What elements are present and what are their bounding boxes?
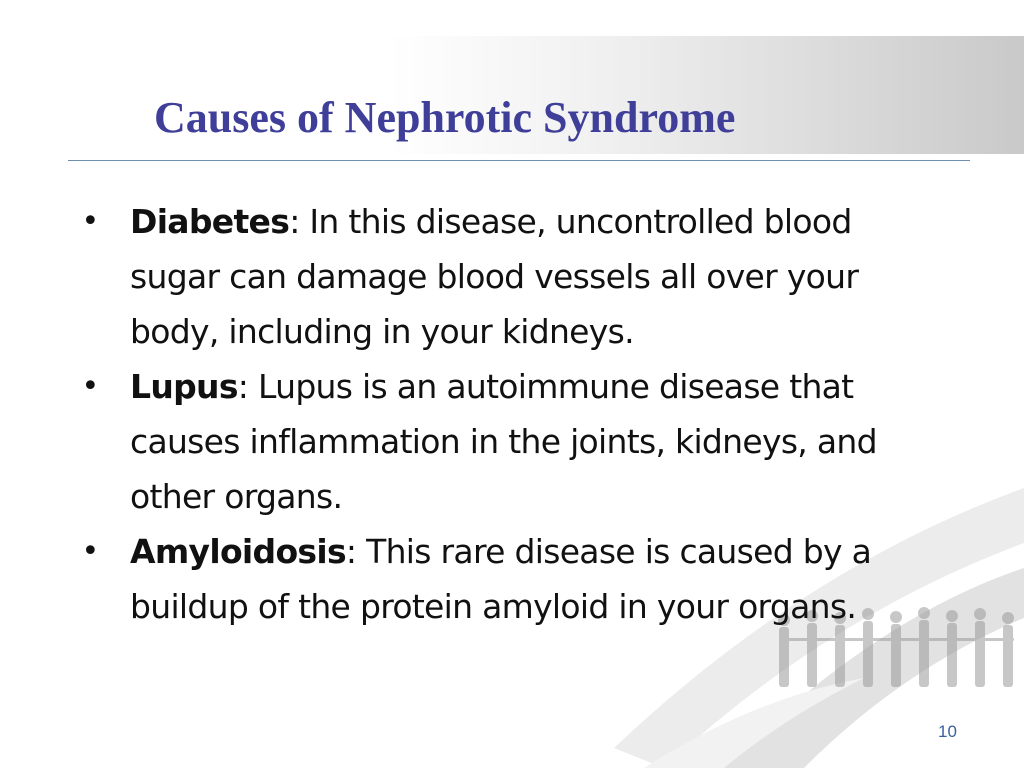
page-number: 10 [938, 722, 957, 741]
bullet-item-amyloidosis [78, 524, 938, 634]
bullet-icon: • [81, 204, 99, 239]
bullet-icon: • [81, 369, 99, 404]
bullet-item-diabetes [78, 194, 938, 359]
slide-title: Causes of Nephrotic Syndrome [154, 93, 736, 142]
bullet-term: Lupus [130, 367, 238, 406]
bullet-term: Diabetes [130, 202, 290, 241]
title-divider [68, 160, 970, 161]
bullet-icon: • [81, 534, 99, 569]
bullet-term: Amyloidosis [130, 532, 346, 571]
bullet-separator: : [345, 532, 357, 571]
bullet-text: This rare disease is caused by a buildup of the protein amyloid in your organs. [130, 532, 872, 626]
bullet-list [78, 194, 938, 634]
bullet-separator: : [237, 367, 249, 406]
bullet-text: In this disease, uncontrolled blood sugar can damage blood vessels all over your body, including in your kidneys. [130, 202, 859, 351]
bullet-text: Lupus is an autoimmune disease that causes inflammation in the joints, kidneys, and other organs. [130, 367, 877, 516]
bullet-separator: : [289, 202, 300, 241]
bullet-item-lupus [78, 359, 938, 524]
